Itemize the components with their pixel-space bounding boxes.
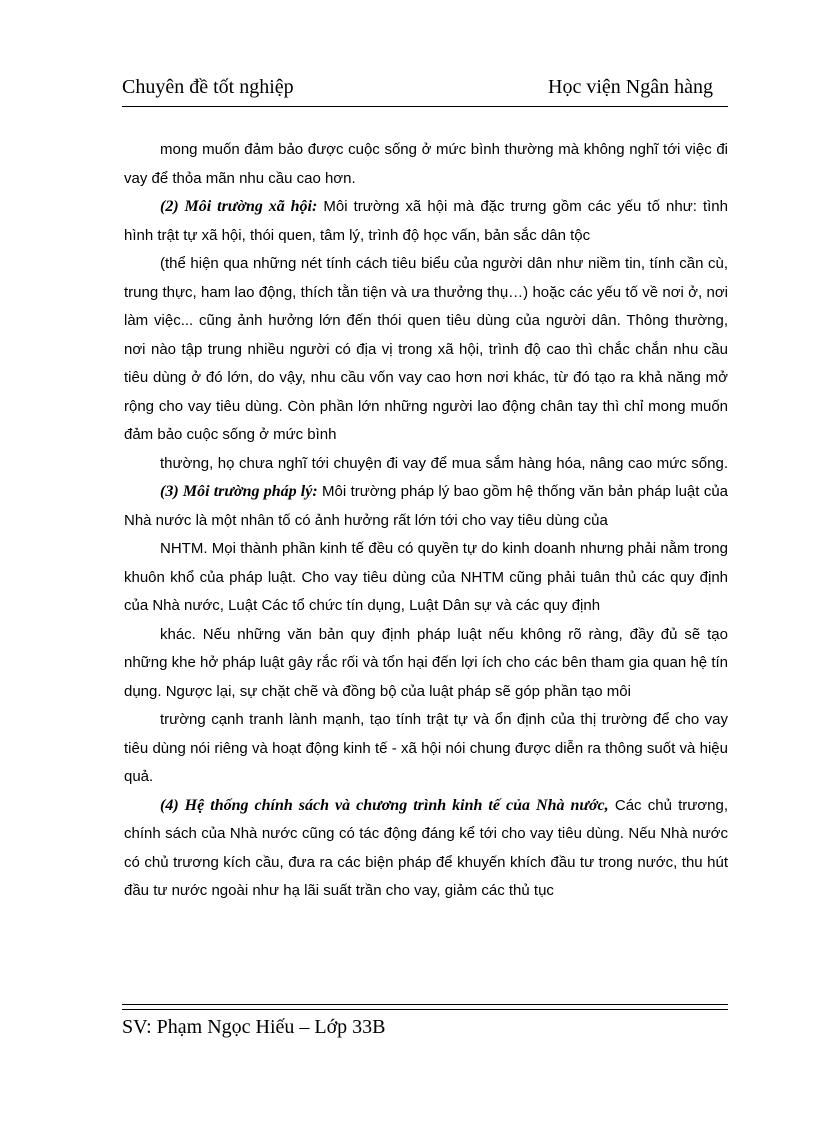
paragraph-3-intro	[124, 478, 728, 535]
document-body	[124, 136, 728, 906]
paragraph-2-text-c: thường, họ chưa nghĩ tới chuyện đi vay để mua sắm hàng hóa, nâng cao mức sống.	[160, 454, 728, 472]
footer-rule-bottom	[122, 1009, 728, 1010]
heading-social-environment: (2) Môi trường xã hội:	[160, 198, 318, 215]
header-rule	[122, 106, 728, 107]
paragraph-4	[124, 792, 728, 906]
heading-policy-system: (4) Hệ thống chính sách và chương trình kinh tế của Nhà nước,	[160, 796, 609, 814]
paragraph-2-text-b: (thể hiện qua những nét tính cách tiêu biểu của người dân như niềm tin, tính cần cù, trung thực, ham lao động, thích tằn tiện và ưa thưởng thụ…) hoặc các yếu tố về nơi ở, nơi làm việc... cũng ảnh hưởng lớn đến thói quen tiêu dùng của người dân. Thông thường, nơi nào tập trung nhiều người có địa vị trong xã hội, trình độ cao thì chắc chắn nhu cầu tiêu dùng ở đó lớn, do vậy, nhu cầu vốn vay cao hơn nơi khác, từ đó tạo ra khả năng mở rộng cho vay tiêu dùng. Còn phần lớn những người lao động chân tay thì chỉ mong muốn đảm bảo cuộc sống ở mức bình	[124, 255, 728, 443]
paragraph-3-text-b: NHTM. Mọi thành phần kinh tế đều có quyền tự do kinh doanh nhưng phải nằm trong khuôn khổ của pháp luật. Cho vay tiêu dùng của NHTM cũng phải tuân thủ các quy định của Nhà nước, Luật Các tổ chức tín dụng, Luật Dân sự và các quy định	[124, 540, 728, 614]
paragraph-3-body	[124, 535, 728, 621]
heading-legal-environment: (3) Môi trường pháp lý:	[160, 483, 318, 500]
header-left-title: Chuyên đề tốt nghiệp	[122, 76, 294, 98]
paragraph-2-text-a: Môi trường xã hội mà đặc trưng gồm các yếu tố như: tình hình trật tự xã hội, thói quen, tâm lý, trình độ học vấn, bản sắc dân tộc	[124, 198, 728, 244]
paragraph-3-text-c: khác. Nếu những văn bản quy định pháp luật nếu không rõ ràng, đầy đủ sẽ tạo những khe hở pháp luật gây rắc rối và tổn hại đến lợi ích cho các bên tham gia quan hệ tín dụng. Ngược lại, sự chặt chẽ và đồng bộ của luật pháp sẽ góp phần tạo môi	[124, 625, 728, 700]
footer-rule-top	[122, 1004, 728, 1005]
paragraph-4-text-a: Các chủ trương, chính sách của Nhà nước cũng có tác động đáng kể tới cho vay tiêu dùng. Nếu Nhà nước có chủ trương kích cầu, đưa ra các biện pháp để khuyến khích đầu tư trong nước, thu hút đầu tư nước ngoài như hạ lãi suất trần cho vay, giảm các thủ tục	[124, 796, 728, 899]
paragraph-3-text-a: Môi trường pháp lý bao gồm hệ thống văn bản pháp luật của Nhà nước là một nhân tố có ảnh hưởng rất lớn tới cho vay tiêu dùng của	[124, 483, 728, 529]
paragraph-2-end	[124, 450, 728, 479]
page-header	[122, 76, 713, 106]
page-footer: SV: Phạm Ngọc Hiếu – Lớp 33B	[122, 1016, 386, 1038]
paragraph-3-cont	[124, 621, 728, 707]
paragraph-1-text: mong muốn đảm bảo được cuộc sống ở mức bình thường mà không nghĩ tới việc đi vay để thỏa mãn nhu cầu cao hơn.	[124, 141, 728, 187]
paragraph-1	[124, 136, 728, 193]
paragraph-2-body	[124, 250, 728, 450]
header-right-title: Học viện Ngân hàng	[548, 76, 713, 98]
paragraph-2-intro	[124, 193, 728, 250]
paragraph-3-text-d: trường cạnh tranh lành mạnh, tạo tính trật tự và ổn định của thị trường để cho vay tiêu dùng nói riêng và hoạt động kinh tế - xã hội nói chung được diễn ra thông suốt và hiệu quả.	[124, 711, 728, 785]
paragraph-3-end	[124, 706, 728, 792]
